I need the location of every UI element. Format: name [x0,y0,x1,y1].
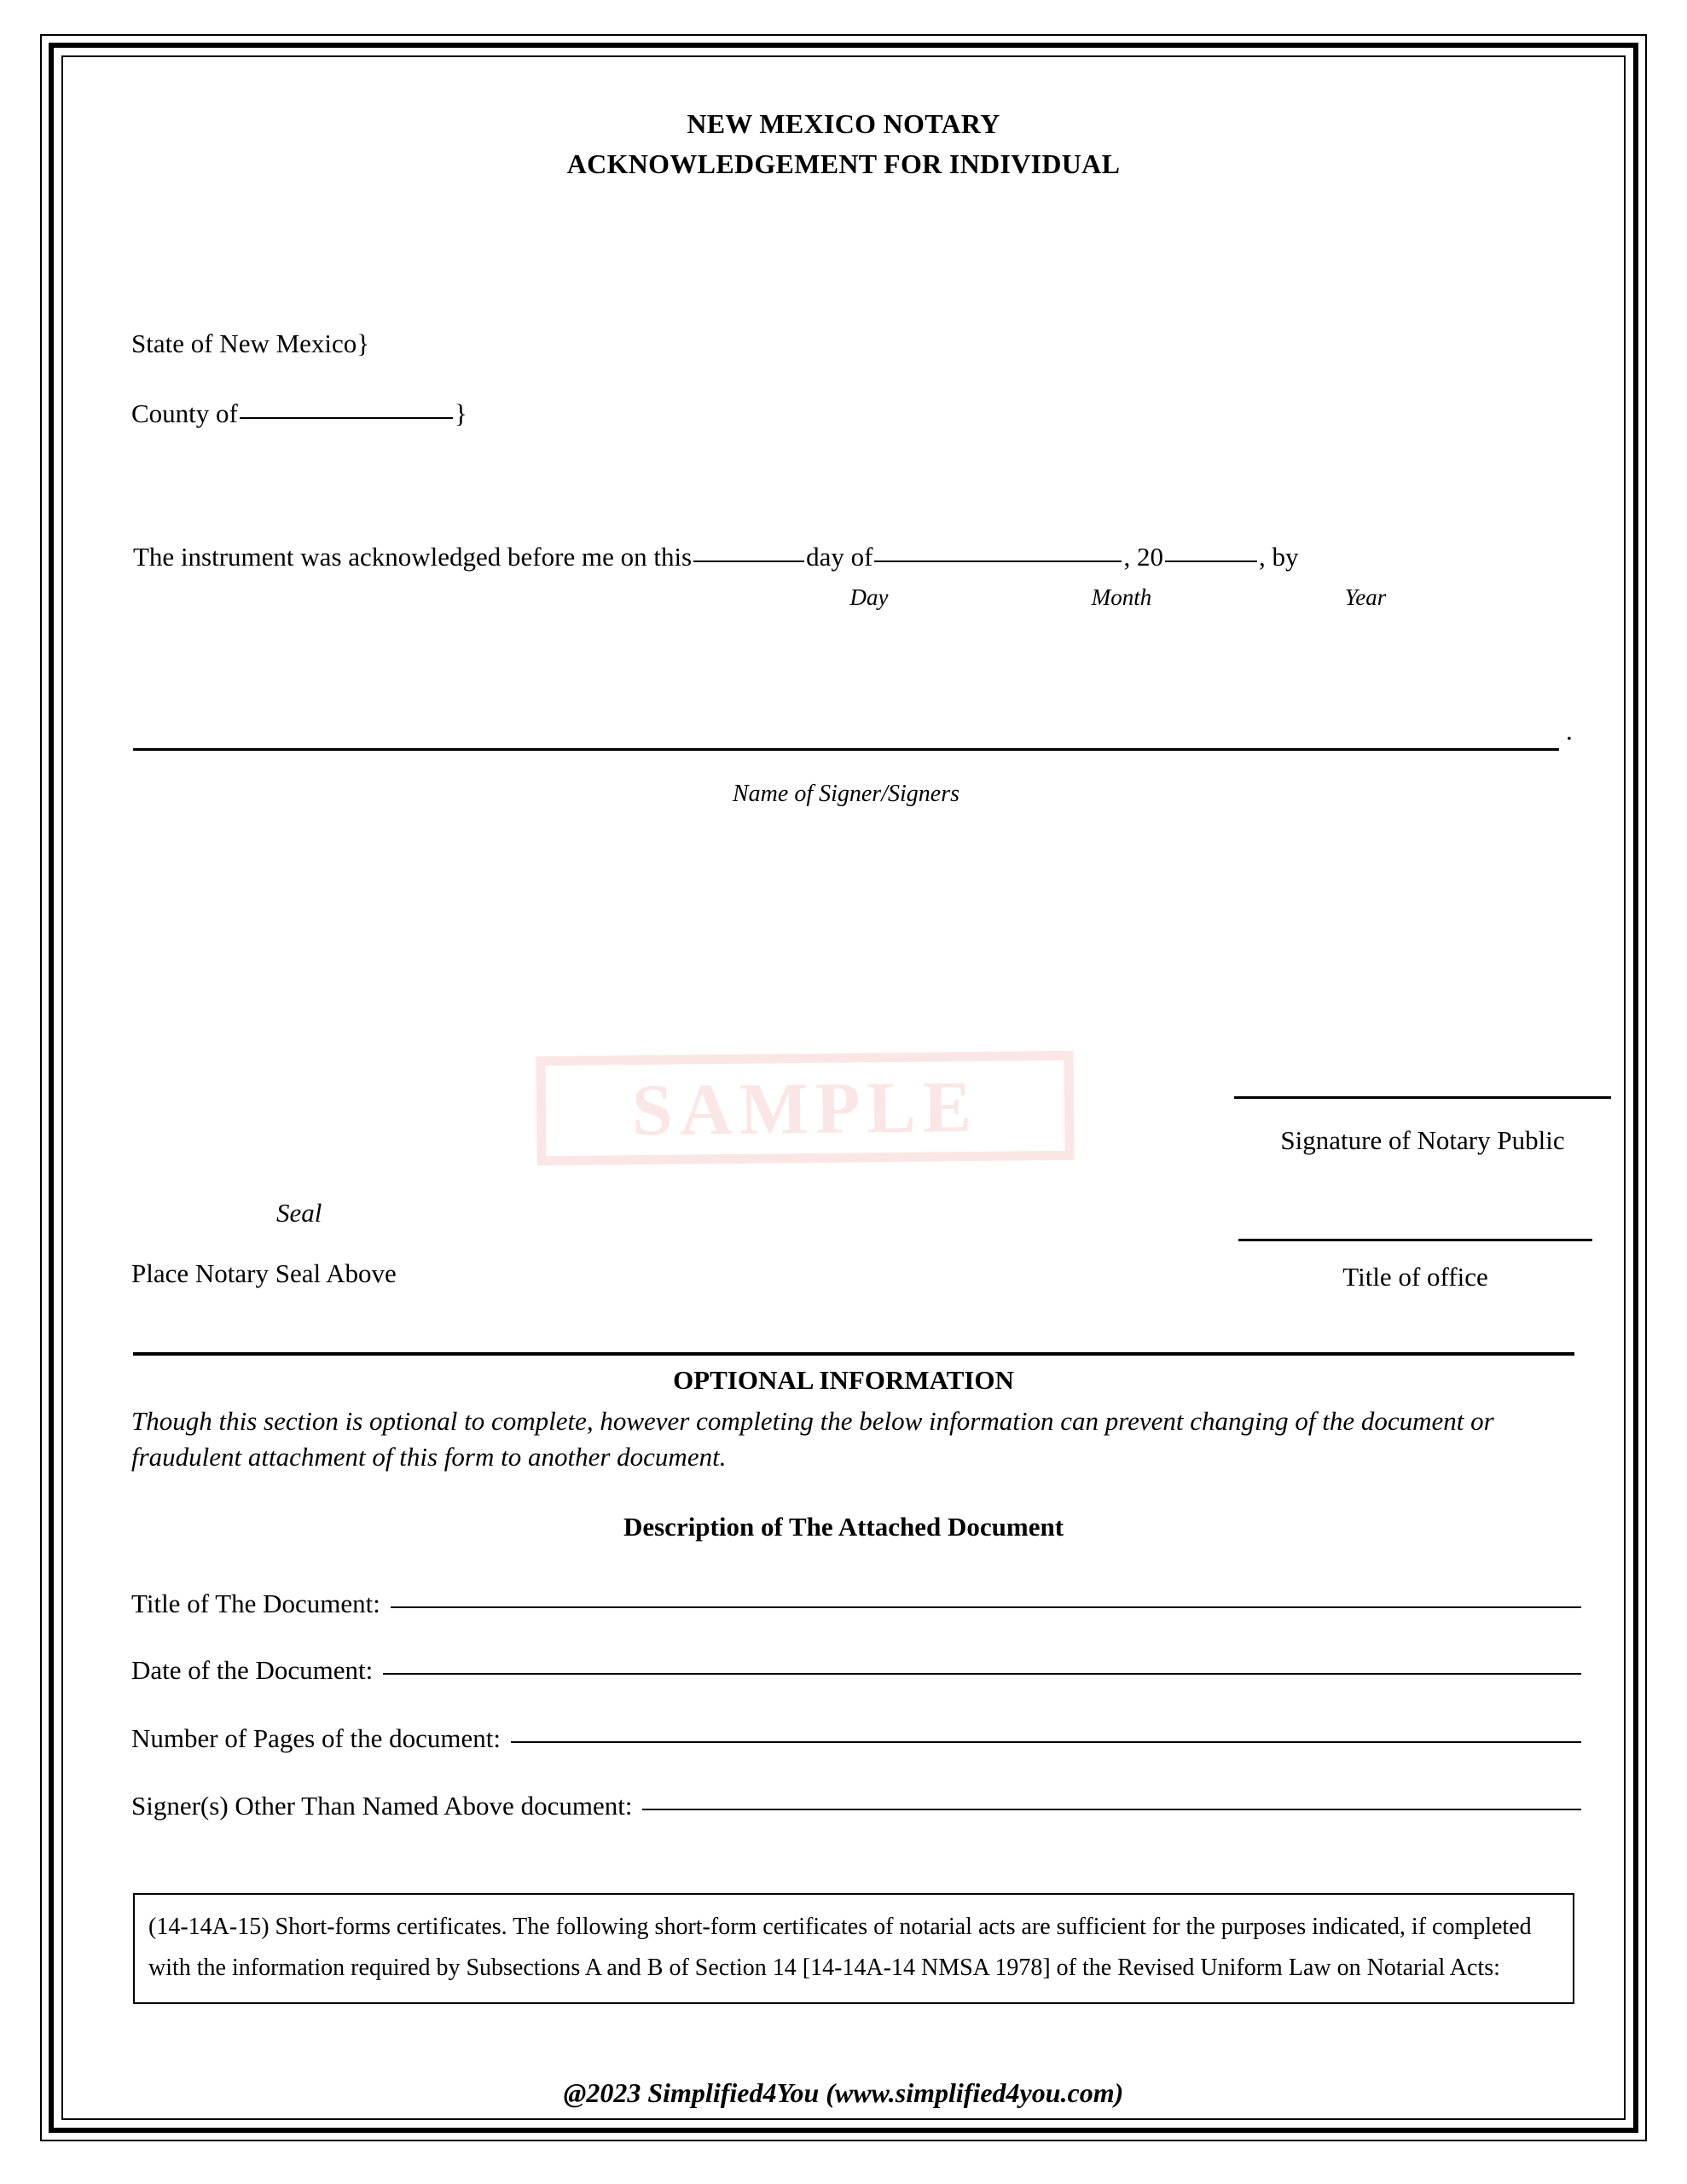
county-brace: } [454,398,467,428]
document-inner-border [61,55,1626,2120]
sample-watermark-text: SAMPLE [631,1065,979,1152]
field-title-of-document [131,1589,1581,1619]
page-title [63,104,1624,184]
signer-name-blank-line[interactable] [133,748,1559,751]
field-label: Date of the Document: [131,1655,374,1685]
statute-citation-box: (14-14A-15) Short-forms certificates. The following short-form certificates of notarial acts are sufficient for the purposes indicated, if completed with the information required by Subsections A and B of Section 14 [14-14A-14 NMSA 1978] of the Revised Uniform Law on Notarial Acts: [133,1893,1574,2004]
county-blank-line[interactable] [240,416,453,419]
footer-copyright: @2023 Simplified4You (www.simplified4you.com) [563,2077,1124,2108]
description-heading: Description of The Attached Document [623,1512,1064,1542]
month-caption: Month [1091,584,1152,610]
field-label: Signer(s) Other Than Named Above document: [131,1791,633,1821]
optional-information-note: Though this section is optional to complete, however completing the below information can prevent changing of the document or fraudulent attachment of this form to another document. [131,1406,1494,1472]
optional-section-divider [133,1352,1574,1356]
field-blank-line[interactable] [642,1808,1581,1810]
day-of-text: day of [806,542,873,572]
document-content [63,57,1624,2118]
day-caption: Day [849,584,889,610]
field-blank-line[interactable] [383,1672,1581,1675]
field-date-of-document [131,1655,1581,1686]
acknowledgement-sentence [133,542,1298,572]
day-blank-line[interactable] [693,560,804,562]
field-label: Number of Pages of the document: [131,1723,501,1753]
seal-placement-instruction: Place Notary Seal Above [131,1258,397,1288]
notary-title-caption: Title of office [1342,1262,1488,1292]
signer-name-caption: Name of Signer/Signers [733,781,959,807]
comma-twenty-text: , 20 [1123,542,1163,572]
notary-signature-caption: Signature of Notary Public [1280,1125,1565,1155]
page-title-line-1: NEW MEXICO NOTARY [687,108,1000,139]
seal-label: Seal [276,1198,322,1228]
field-blank-line[interactable] [511,1740,1581,1743]
field-number-of-pages [131,1723,1581,1754]
field-other-signers [131,1791,1581,1821]
document-middle-border [49,43,1638,2133]
optional-information-heading: OPTIONAL INFORMATION [673,1365,1014,1395]
notary-signature-blank-line[interactable] [1234,1096,1611,1099]
trailing-by-text: , by [1258,542,1299,572]
year-blank-line[interactable] [1165,560,1257,562]
notary-title-blank-line[interactable] [1238,1239,1592,1241]
field-blank-line[interactable] [391,1606,1581,1608]
county-label: County of [131,398,238,428]
page-title-line-2: ACKNOWLEDGEMENT FOR INDIVIDUAL [566,148,1121,179]
year-caption: Year [1344,584,1387,610]
county-field-row [131,398,467,429]
field-label: Title of The Document: [131,1589,380,1618]
signer-name-period: . [1566,716,1573,746]
acknowledgement-lead-text: The instrument was acknowledged before me on this [133,542,693,572]
document-outer-border [40,34,1647,2141]
month-blank-line[interactable] [874,560,1122,562]
sample-watermark [536,1051,1074,1166]
state-label: State of New Mexico} [131,328,370,358]
